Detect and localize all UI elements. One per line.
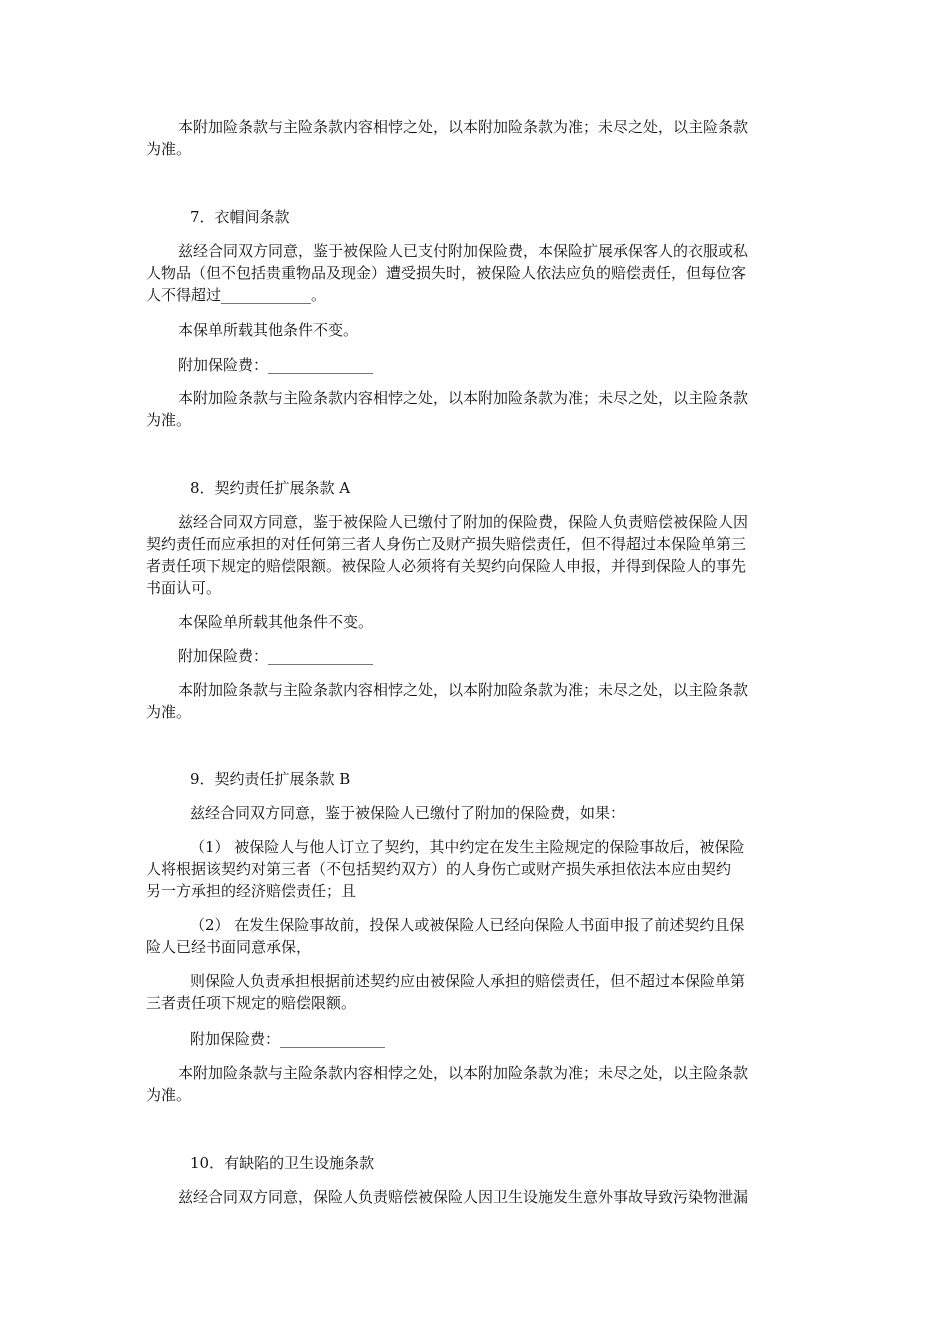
heading-text: 8．契约责任扩展条款 A <box>190 479 351 497</box>
text-line: 人物品（但不包括贵重物品及现金）遭受损失时，被保险人依法应负的赔偿责任，但每位客 <box>146 264 747 282</box>
paragraph-premium <box>178 645 373 667</box>
text-line: 为准。 <box>146 140 192 158</box>
text-line: 契约责任而应承担的对任何第三者人身伤亡及财产损失赔偿责任，但不得超过本保险单第三 <box>146 535 747 553</box>
text-line: 本附加险条款与主险条款内容相悖之处，以本附加险条款为准；未尽之处，以主险条款 <box>178 681 749 699</box>
section-heading-7 <box>190 206 290 228</box>
text-line: 附加保险费：______________ <box>178 356 374 374</box>
text-line: 兹经合同双方同意，鉴于被保险人已支付附加保险费，本保险扩展承保客人的衣服或私 <box>178 242 749 260</box>
text-line: 本附加险条款与主险条款内容相悖之处，以本附加险条款为准；未尽之处，以主险条款 <box>178 1064 749 1082</box>
paragraph-other-conditions <box>178 319 358 341</box>
paragraph-body <box>190 802 625 824</box>
paragraph-item-2 <box>146 914 745 958</box>
text-line: 附加保险费：______________ <box>190 1030 386 1048</box>
text-line: （1） 被保险人与他人订立了契约，其中约定在发生主险规定的保险事故后，被保险 <box>190 838 745 856</box>
text-line: 本保险单所载其他条件不变。 <box>178 613 374 631</box>
text-line: 三者责任项下规定的赔偿限额。 <box>146 994 357 1012</box>
paragraph-premium <box>178 354 373 376</box>
section-heading-8 <box>190 477 350 499</box>
paragraph-body <box>178 1186 748 1208</box>
text-line: 兹经合同双方同意，鉴于被保险人已缴付了附加的保险费，如果： <box>190 804 626 822</box>
heading-text: 7．衣帽间条款 <box>190 208 290 226</box>
text-line: 者责任项下规定的赔偿限额。被保险人必须将有关契约向保险人申报，并得到保险人的事先 <box>146 557 747 575</box>
text-line: 本附加险条款与主险条款内容相悖之处，以本附加险条款为准；未尽之处，以主险条款 <box>178 118 749 136</box>
text-line: 本附加险条款与主险条款内容相悖之处，以本附加险条款为准；未尽之处，以主险条款 <box>178 389 749 407</box>
paragraph-clause-precedence <box>146 1062 749 1106</box>
heading-text: 10．有缺陷的卫生设施条款 <box>190 1154 375 1172</box>
text-line: 另一方承担的经济赔偿责任；且 <box>146 882 357 900</box>
paragraph-clause-precedence <box>146 116 749 160</box>
text-line: （2） 在发生保险事故前，投保人或被保险人已经向保险人书面申报了前述契约且保 <box>190 916 745 934</box>
section-heading-10 <box>190 1152 374 1174</box>
paragraph-clause-precedence <box>146 387 749 431</box>
paragraph-item-1 <box>146 836 745 902</box>
paragraph-other-conditions <box>178 611 373 633</box>
text-line: 为准。 <box>146 703 192 721</box>
text-line: 则保险人负责承担根据前述契约应由被保险人承担的赔偿责任，但不超过本保险单第 <box>190 972 746 990</box>
heading-text: 9．契约责任扩展条款 B <box>190 770 351 788</box>
paragraph-body <box>146 240 749 306</box>
section-heading-9 <box>190 768 350 790</box>
paragraph-body <box>146 511 749 599</box>
paragraph-clause-precedence <box>146 679 749 723</box>
text-line: 为准。 <box>146 411 192 429</box>
text-line: 人将根据该契约对第三者（不包括契约双方）的人身伤亡或财产损失承担依法本应由契约 <box>146 860 732 878</box>
text-line: 书面认可。 <box>146 579 222 597</box>
text-line: 险人已经书面同意承保， <box>146 938 312 956</box>
paragraph-premium <box>190 1028 385 1050</box>
text-line: 人不得超过____________。 <box>146 286 327 304</box>
text-line: 兹经合同双方同意，保险人负责赔偿被保险人因卫生设施发生意外事故导致污染物泄漏 <box>178 1188 749 1206</box>
paragraph-body <box>146 970 746 1014</box>
text-line: 附加保险费：______________ <box>178 647 374 665</box>
text-line: 兹经合同双方同意，鉴于被保险人已缴付了附加的保险费，保险人负责赔偿被保险人因 <box>178 513 749 531</box>
text-line: 本保单所载其他条件不变。 <box>178 321 359 339</box>
text-line: 为准。 <box>146 1086 192 1104</box>
